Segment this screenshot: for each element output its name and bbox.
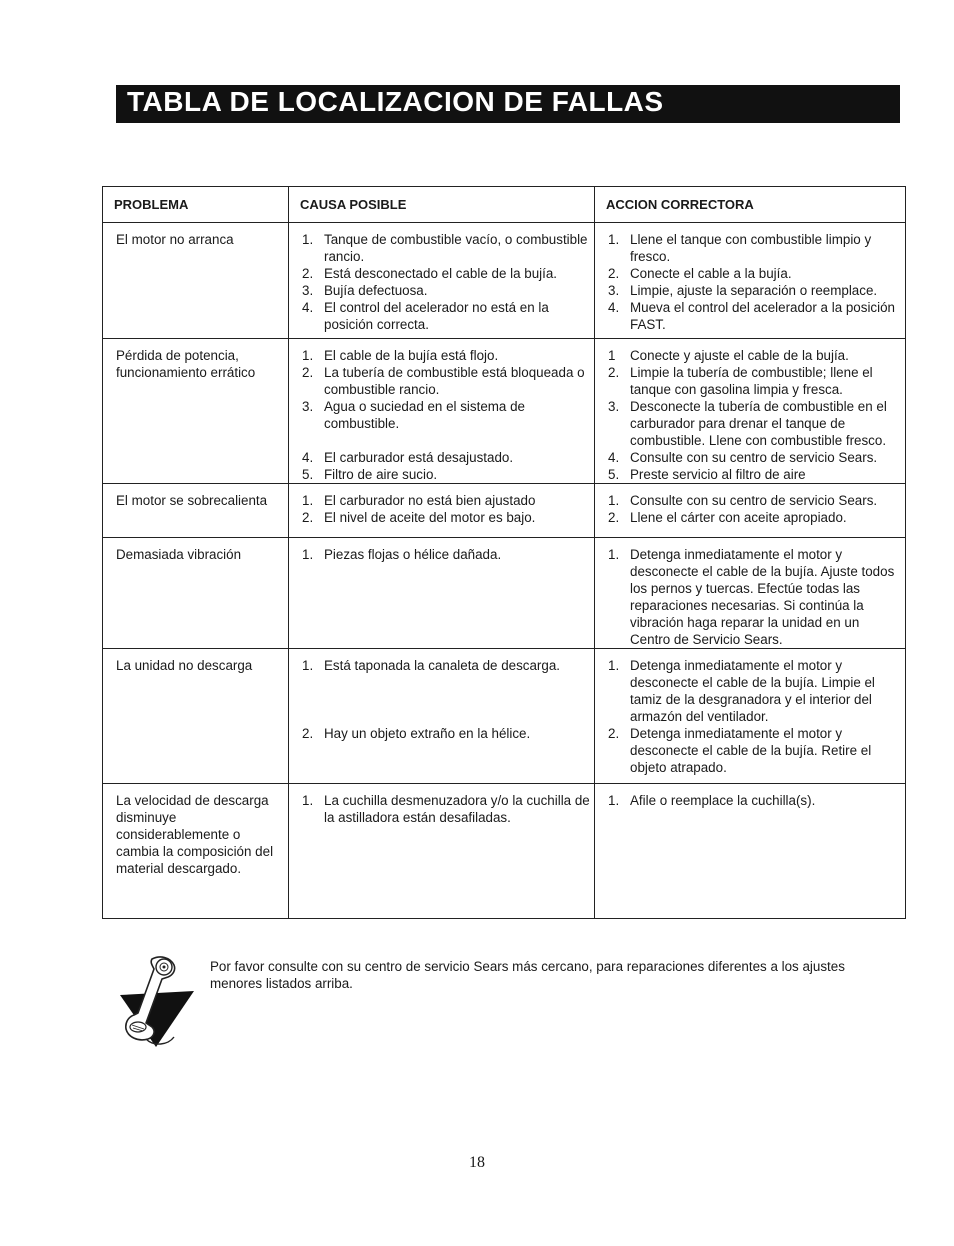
problem-cell: La unidad no descarga xyxy=(103,649,289,784)
action-cell xyxy=(595,339,906,484)
list-item: 1. Detenga inmediatamente el motor y desconecte el cable de la bujía. Limpie el tamiz de la desgranadora y el interior del armazón del ventilador. xyxy=(608,658,875,724)
list-item: 3. Bujía defectuosa. xyxy=(302,283,428,298)
service-note: Por favor consulte con su centro de servicio Sears más cercano, para reparaciones diferentes a los ajustes menores listados arriba. xyxy=(210,959,845,991)
list-item: 4. El carburador está desajustado. xyxy=(302,450,514,465)
list-item: 2. La tubería de combustible está bloqueada o combustible rancio. xyxy=(302,365,585,397)
list-item: 1. El carburador no está bien ajustado xyxy=(302,493,536,508)
phone-service-icon xyxy=(116,953,198,1051)
list-item: 2. Limpie la tubería de combustible; llene el tanque con gasolina limpia y fresca. xyxy=(608,365,873,397)
list-item: 1. Llene el tanque con combustible limpio y fresco. xyxy=(608,232,872,264)
action-cell xyxy=(595,649,906,784)
list-item: 1 Conecte y ajuste el cable de la bujía. xyxy=(608,348,849,363)
header-problem: PROBLEMA xyxy=(103,187,289,223)
list-item: 1. La cuchilla desmenuzadora y/o la cuchilla de la astilladora están desafiladas. xyxy=(302,793,590,825)
list-item: 2. Está desconectado el cable de la bujía. xyxy=(302,266,558,281)
action-cell xyxy=(595,538,906,649)
cause-cell xyxy=(289,223,595,339)
cause-cell xyxy=(289,538,595,649)
list-item: 3. Agua o suciedad en el sistema de combustible. xyxy=(302,399,525,431)
list-item: 4. Consulte con su centro de servicio Sears. xyxy=(608,450,878,465)
action-cell xyxy=(595,784,906,919)
action-cell xyxy=(595,484,906,538)
list-item: 3. Limpie, ajuste la separación o reemplace. xyxy=(608,283,878,298)
table-row xyxy=(103,784,906,919)
list-item: 1. Consulte con su centro de servicio Sears. xyxy=(608,493,878,508)
list-item: 1. Está taponada la canaleta de descarga. xyxy=(302,658,560,673)
table-row xyxy=(103,223,906,339)
table-row xyxy=(103,538,906,649)
list-item: 5. Preste servicio al filtro de aire xyxy=(608,467,806,482)
list-item: 2. Detenga inmediatamente el motor y desconecte el cable de la bujía. Retire el objeto atrapado. xyxy=(608,726,872,775)
cause-cell xyxy=(289,339,595,484)
cause-cell xyxy=(289,649,595,784)
cause-cell xyxy=(289,484,595,538)
list-item: 3. Desconecte la tubería de combustible en el carburador para drenar el tanque de combustible. Llene con combustible fresco. xyxy=(608,399,887,448)
list-item: 5. Filtro de aire sucio. xyxy=(302,467,438,482)
troubleshooting-table xyxy=(102,186,906,919)
header-action: ACCION CORRECTORA xyxy=(595,187,906,223)
list-item: 2. El nivel de aceite del motor es bajo. xyxy=(302,510,536,525)
page-title: TABLA DE LOCALIZACION DE FALLAS xyxy=(127,86,664,117)
list-item: 1. Detenga inmediatamente el motor y desconecte el cable de la bujía. Ajuste todos los pernos y tuercas. Efectúe todas las reparaciones necesarias. Si continúa la vibración haga reparar la unidad en un Centro de Servicio Sears. xyxy=(608,547,895,647)
list-item: 2. Conecte el cable a la bujía. xyxy=(608,266,792,281)
list-item: 2. Hay un objeto extraño en la hélice. xyxy=(302,726,531,741)
list-item: 1. Piezas flojas o hélice dañada. xyxy=(302,547,502,562)
page-number: 18 xyxy=(469,1154,485,1171)
table-row xyxy=(103,649,906,784)
list-item: 1. El cable de la bujía está flojo. xyxy=(302,348,499,363)
problem-cell: Demasiada vibración xyxy=(103,538,289,649)
header-cause: CAUSA POSIBLE xyxy=(289,187,595,223)
table-row xyxy=(103,339,906,484)
problem-cell: La velocidad de descarga disminuye considerablemente o cambia la composición del material descargado. xyxy=(103,784,289,919)
list-item: 1. Tanque de combustible vacío, o combustible rancio. xyxy=(302,232,588,264)
problem-cell: El motor se sobrecalienta xyxy=(103,484,289,538)
list-item: 4. Mueva el control del acelerador a la posición FAST. xyxy=(608,300,895,332)
action-cell xyxy=(595,223,906,339)
table-row xyxy=(103,484,906,538)
table-header-row xyxy=(103,187,906,223)
list-item: 4. El control del acelerador no está en la posición correcta. xyxy=(302,300,549,332)
problem-cell: El motor no arranca xyxy=(103,223,289,339)
list-item: 2. Llene el cárter con aceite apropiado. xyxy=(608,510,847,525)
list-item: 1. Afile o reemplace la cuchilla(s). xyxy=(608,793,816,808)
cause-cell xyxy=(289,784,595,919)
problem-cell: Pérdida de potencia, funcionamiento errático xyxy=(103,339,289,484)
